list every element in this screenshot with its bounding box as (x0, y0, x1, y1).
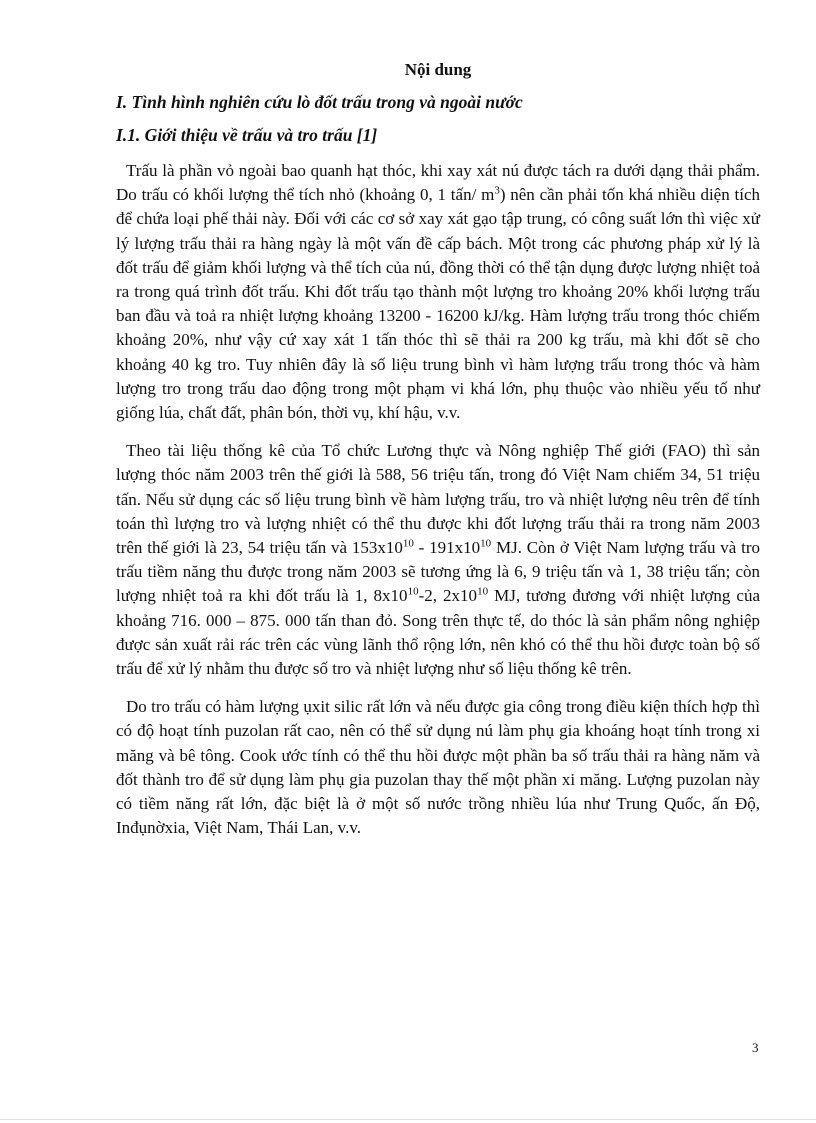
page-number: 3 (752, 1040, 759, 1055)
paragraph-2-text-e: MJ, tương đương với nhiệt lượng của khoảng 716. 000 – 875. 000 tấn than đỏ. Song trên thực tế, do thóc là sản phẩm nông nghiệp được sản xuất rải rác trên các vùng lãnh thổ rộng lớn, nên khó có thể thu hồi được toàn bộ số trấu để xử lý nhằm thu được số tro và nhiệt lượng như số liệu thống kê trên. (116, 586, 760, 679)
paragraph-3: Do tro trấu có hàm lượng ụxit silic rất lớn và nếu được gia công trong điều kiện thích hợp thì có độ hoạt tính puzolan rất cao, nên có thể sử dụng nú làm phụ gia khoáng hoạt tính trong xi măng và bê tông. Cook ước tính có thể thu hồi được một phần ba số trấu thải ra hàng năm và đốt thành tro để sử dụng làm phụ gia puzolan thay thế một phần xi măng. Lượng puzolan này có tiềm năng rất lớn, đặc biệt là ở một số nước trồng nhiều lúa như Trung Quốc, ấn Độ, Inđụnờxia, Việt Nam, Thái Lan, v.v. (116, 697, 760, 838)
paragraph-2 (116, 439, 760, 681)
superscript: 3 (494, 184, 500, 197)
superscript: 10 (477, 585, 489, 598)
paragraph-1-text-b: ) nên cần phải tốn khá nhiều diện tích để chứa loại phế thải này. Đối với các cơ sở xay xát gạo tập trung, có công suất lớn thì việc xử lý lượng trấu thải ra hàng ngày là một vấn đề cấp bách. Một trong các phương pháp xử lý là đốt trấu để giảm khối lượng và thể tích của nú, đồng thời có thể tận dụng được lượng nhiệt toả ra trong quá trình đốt trấu. Khi đốt trấu tạo thành một lượng tro khoảng 20% khối lượng trấu ban đầu và toả ra nhiệt lượng khoảng 13200 - 16200 kJ/kg. Hàm lượng trấu trong thóc chiếm khoảng 20%, như vậy cứ xay xát 1 tấn thóc thì sẽ thải ra 200 kg trấu, mà khi đốt sẽ cho khoảng 40 kg tro. Tuy nhiên đây là số liệu trung bình vì hàm lượng trấu trong thóc và hàm lượng tro trong trấu dao động trong một phạm vi khá lớn, phụ thuộc vào nhiều yếu tố như giống lúa, chất đất, phân bón, thời vụ, khí hậu, v.v. (116, 185, 760, 423)
paragraph-1 (116, 159, 760, 425)
superscript: 10 (407, 585, 419, 598)
page-bottom-divider (0, 1119, 816, 1120)
section-heading: I. Tình hình nghiên cứu lò đốt trấu trong và ngoài nước (116, 92, 523, 112)
paragraph-2-text-a: Theo tài liệu thống kê của Tổ chức Lương thực và Nông nghiệp Thế giới (FAO) thì sản lượng thóc năm 2003 trên thế giới là 588, 56 triệu tấn, trong đó Việt Nam chiếm 34, 51 triệu tấn. Nếu sử dụng các số liệu trung bình về hàm lượng trấu, tro và nhiệt lượng nêu trên để tính toán thì lượng tro và lượng nhiệt có thể thu được khi đốt lượng trấu thải ra trong năm 2003 trên thế giới là 23, 54 triệu tấn và 153x10 (116, 441, 760, 558)
superscript: 10 (402, 537, 414, 550)
paragraph-2-text-d: -2, 2x10 (418, 586, 478, 606)
page-content (116, 58, 760, 854)
subsection-heading: I.1. Giới thiệu về trấu và tro trấu [1] (116, 125, 378, 145)
paragraph-2-text-c: MJ. Còn ở Việt Nam lượng trấu và tro trấu tiềm năng thu được trong năm 2003 sẽ tương ứng là 6, 9 triệu tấn và 1, 38 triệu tấn; còn lượng nhiệt toả ra khi đốt trấu là 1, 8x10 (116, 538, 760, 606)
page-title: Nội dung (404, 60, 472, 79)
paragraph-1-text-a: Trấu là phần vỏ ngoài bao quanh hạt thóc, khi xay xát nú được tách ra dưới dạng thải phẩm. Do trấu có khối lượng thể tích nhỏ (khoảng 0, 1 tấn/ m (116, 161, 760, 205)
superscript: 10 (480, 537, 492, 550)
paragraph-2-text-b: - 191x10 (413, 538, 481, 558)
